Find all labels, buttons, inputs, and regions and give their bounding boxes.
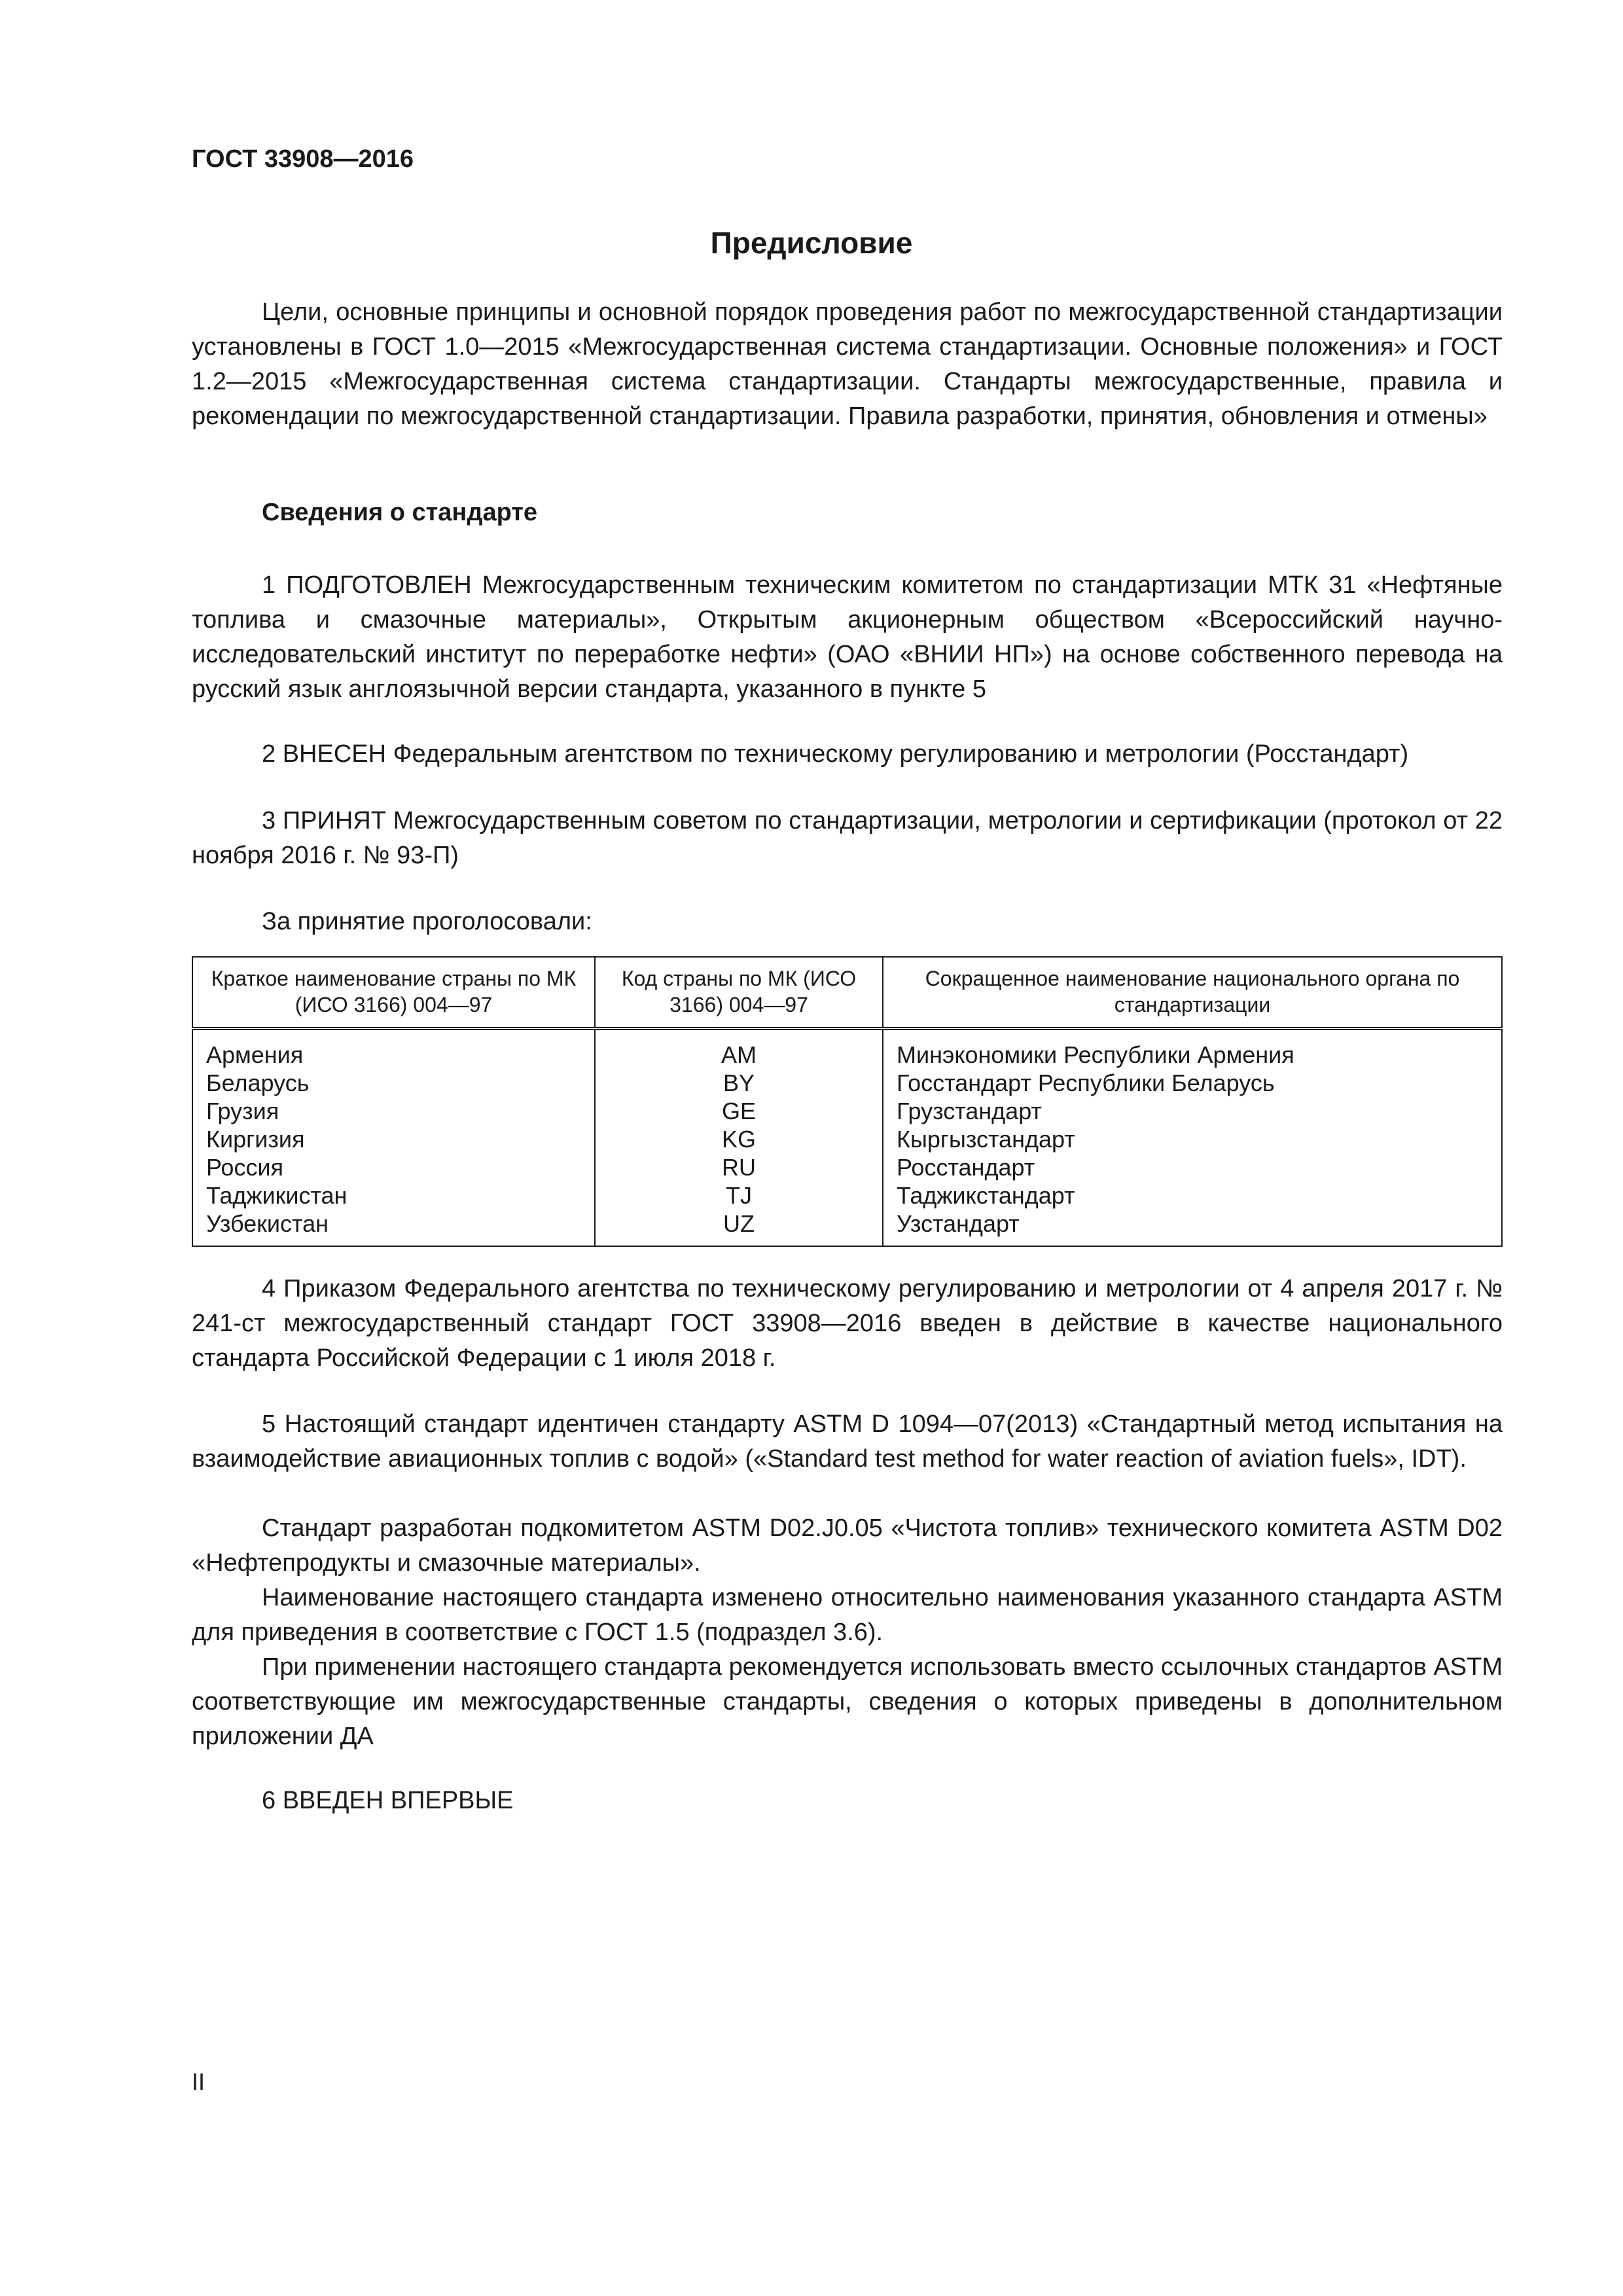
item-2-paragraph: 2 ВНЕСЕН Федеральным агентством по техническому регулированию и метрологии (Росстандарт) bbox=[262, 740, 1409, 768]
table-row bbox=[192, 1153, 1502, 1181]
item-5-paragraph-2: Стандарт разработан подкомитетом ASTM D02.J0.05 «Чистота топлив» технического комитета ASTM D02 «Нефтепродукты и смазочные материалы». bbox=[192, 1515, 1503, 1577]
page-number: II bbox=[192, 2068, 205, 2095]
standards-body-cell: Росстандарт bbox=[897, 1154, 1035, 1181]
standards-body-cell: Госстандарт Республики Беларусь bbox=[897, 1069, 1275, 1096]
table-row bbox=[192, 1069, 1502, 1097]
country-cell: Таджикистан bbox=[192, 1181, 595, 1210]
item-6-paragraph: 6 ВВЕДЕН ВПЕРВЫЕ bbox=[262, 1787, 514, 1814]
code-cell: AM bbox=[595, 1029, 883, 1069]
item-4-paragraph: 4 Приказом Федерального агентства по техническому регулированию и метрологии от 4 апреля 2017 г. № 241-ст межгосударственный стандарт ГОСТ 33908—2016 введен в действие в качестве национального стандарта Российской Федерации с 1 июля 2018 г. bbox=[192, 1275, 1503, 1372]
code-cell: TJ bbox=[595, 1181, 883, 1210]
header-code: Код страны по МК (ИСО 3166) 004—97 bbox=[595, 957, 883, 1029]
voting-countries-table bbox=[192, 956, 1503, 1247]
info-heading: Сведения о стандарте bbox=[262, 499, 538, 526]
country-cell: Россия bbox=[192, 1153, 595, 1181]
country-cell: Киргизия bbox=[192, 1125, 595, 1153]
table-row bbox=[192, 1125, 1502, 1153]
code-cell: BY bbox=[595, 1069, 883, 1097]
code-cell: UZ bbox=[595, 1210, 883, 1246]
country-cell: Узбекистан bbox=[192, 1210, 595, 1246]
code-cell: RU bbox=[595, 1153, 883, 1181]
header-standards-body: Сокращенное наименование национального органа по стандартизации bbox=[925, 967, 1460, 1016]
table-header-row bbox=[192, 957, 1502, 1029]
standards-body-cell: Минэкономики Республики Армения bbox=[897, 1041, 1294, 1068]
item-5-paragraph-4: При применении настоящего стандарта рекомендуется использовать вместо ссылочных стандартов ASTM соответствующие им межгосударственные стандарты, сведения о которых приведены в дополнительном приложении ДА bbox=[192, 1653, 1503, 1750]
item-5-paragraph-3: Наименование настоящего стандарта изменено относительно наименования указанного стандарта ASTM для приведения в соответствие с ГОСТ 1.5 (подраздел 3.6). bbox=[192, 1584, 1503, 1646]
country-cell: Беларусь bbox=[192, 1069, 595, 1097]
country-cell: Грузия bbox=[192, 1097, 595, 1125]
document-code: ГОСТ 33908—2016 bbox=[192, 145, 414, 173]
page-title: Предисловие bbox=[710, 226, 913, 260]
vote-label: За принятие проголосовали: bbox=[262, 908, 592, 935]
item-3-paragraph: 3 ПРИНЯТ Межгосударственным советом по стандартизации, метрологии и сертификации (протокол от 22 ноября 2016 г. № 93-П) bbox=[192, 807, 1503, 869]
table-row bbox=[192, 1181, 1502, 1210]
standards-body-cell: Таджикстандарт bbox=[897, 1182, 1075, 1209]
standards-body-cell: Узстандарт bbox=[897, 1210, 1020, 1237]
intro-paragraph: Цели, основные принципы и основной порядок проведения работ по межгосударственной стандартизации установлены в ГОСТ 1.0—2015 «Межгосударственная система стандартизации. Основные положения» и ГОСТ 1.2—2015 «Межгосударственная система стандартизации. Стандарты межгосударственные, правила и рекомендации по межгосударственной стандартизации. Правила разработки, принятия, обновления и отмены» bbox=[192, 298, 1503, 430]
item-5-paragraph-1: 5 Настоящий стандарт идентичен стандарту ASTM D 1094—07(2013) «Стандартный метод испытания на взаимодействие авиационных топлив с водой» («Standard test method for water reaction of aviation fuels», IDT). bbox=[192, 1410, 1503, 1473]
table-row bbox=[192, 1029, 1502, 1069]
item-1-paragraph: 1 ПОДГОТОВЛЕН Межгосударственным техническим комитетом по стандартизации МТК 31 «Нефтяные топлива и смазочные материалы», Открытым акционерным обществом «Всероссийский научно-исследовательский институт по переработке нефти» (ОАО «ВНИИ НП») на основе собственного перевода на русский язык англоязычной версии стандарта, указанного в пункте 5 bbox=[192, 571, 1503, 703]
table-row bbox=[192, 1097, 1502, 1125]
header-country: Краткое наименование страны по МК (ИСО 3166) 004—97 bbox=[192, 957, 595, 1029]
standards-body-cell: Грузстандарт bbox=[897, 1098, 1042, 1124]
table-row bbox=[192, 1210, 1502, 1246]
country-cell: Армения bbox=[192, 1029, 595, 1069]
code-cell: GE bbox=[595, 1097, 883, 1125]
standards-body-cell: Кыргызстандарт bbox=[897, 1126, 1075, 1153]
code-cell: KG bbox=[595, 1125, 883, 1153]
